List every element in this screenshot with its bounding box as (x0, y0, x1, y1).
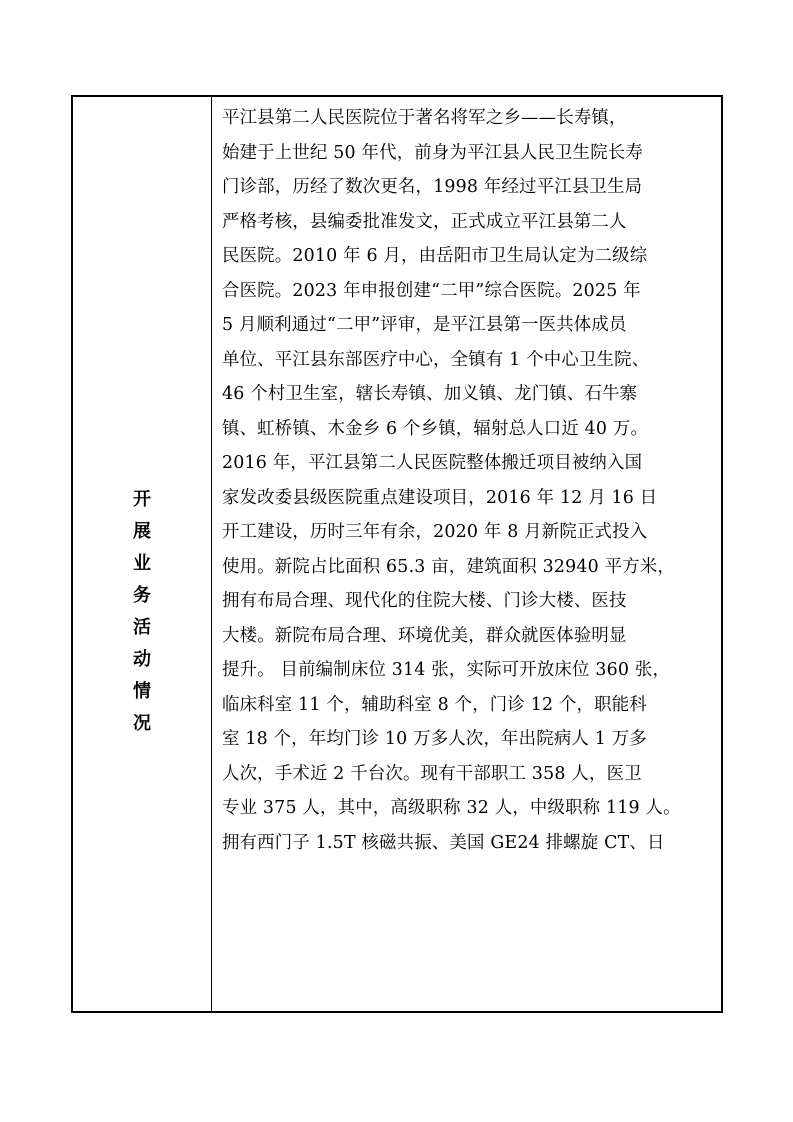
section-label-char: 开 (133, 489, 151, 510)
content-line: 镇、虹桥镇、木金乡 6 个乡镇，辐射总人口近 40 万。 (222, 418, 649, 439)
content-line: 专业 375 人，其中，高级职称 32 人，中级职称 119 人。 (222, 798, 681, 818)
section-label-char: 务 (133, 585, 151, 606)
content-line: 2016 年，平江县第二人民医院整体搬迁项目被纳入国 (222, 453, 643, 473)
content-line: 开工建设，历时三年有余，2020 年 8 月新院正式投入 (222, 522, 648, 542)
content-line: 提升。 目前编制床位 314 张，实际可开放床位 360 张， (222, 660, 671, 680)
form-table (71, 95, 723, 1013)
content-line: 民医院。2010 年 6 月，由岳阳市卫生局认定为二级综 (222, 246, 648, 266)
content-line: 46 个村卫生室，辖长寿镇、加义镇、龙门镇、石牛寨 (222, 384, 638, 404)
content-line: 使用。新院占比面积 65.3 亩，建筑面积 32940 平方米， (222, 556, 675, 577)
section-content-cell (212, 97, 721, 1011)
section-label-char: 业 (133, 553, 151, 574)
content-line: 临床科室 11 个，辅助科室 8 个，门诊 12 个，职能科 (222, 694, 647, 715)
section-label-char: 动 (133, 649, 151, 670)
content-line: 始建于上世纪 50 年代，前身为平江县人民卫生院长寿 (222, 142, 643, 163)
content-line: 人次，手术近 2 千台次。现有干部职工 358 人，医卫 (222, 763, 642, 784)
section-label (73, 490, 211, 746)
content-line: 门诊部，历经了数次更名，1998 年经过平江县卫生局 (222, 177, 643, 197)
section-label-char: 况 (133, 713, 151, 734)
content-line: 室 18 个，年均门诊 10 万多人次，年出院病人 1 万多 (222, 729, 647, 749)
content-line: 平江县第二人民医院位于著名将军之乡——长寿镇， (222, 108, 627, 128)
section-label-char: 情 (133, 681, 151, 702)
section-label-cell (73, 97, 212, 1011)
content-line: 拥有西门子 1.5T 核磁共振、美国 GE24 排螺旋 CT、日 (222, 832, 665, 853)
content-line: 拥有布局合理、现代化的住院大楼、门诊大楼、医技 (222, 591, 627, 611)
content-line: 合医院。2023 年申报创建“二甲”综合医院。2025 年 (222, 280, 641, 301)
content-line: 大楼。新院布局合理、环境优美，群众就医体验明显 (222, 625, 627, 646)
content-line: 严格考核，县编委批准发文，正式成立平江县第二人 (222, 211, 627, 232)
content-line: 家发改委县级医院重点建设项目，2016 年 12 月 16 日 (222, 487, 658, 508)
section-label-char: 活 (133, 617, 151, 638)
content-line: 单位、平江县东部医疗中心，全镇有 1 个中心卫生院、 (222, 349, 650, 370)
section-label-char: 展 (133, 521, 151, 542)
content-line: 5 月顺利通过“二甲”评审，是平江县第一医共体成员 (222, 315, 627, 335)
